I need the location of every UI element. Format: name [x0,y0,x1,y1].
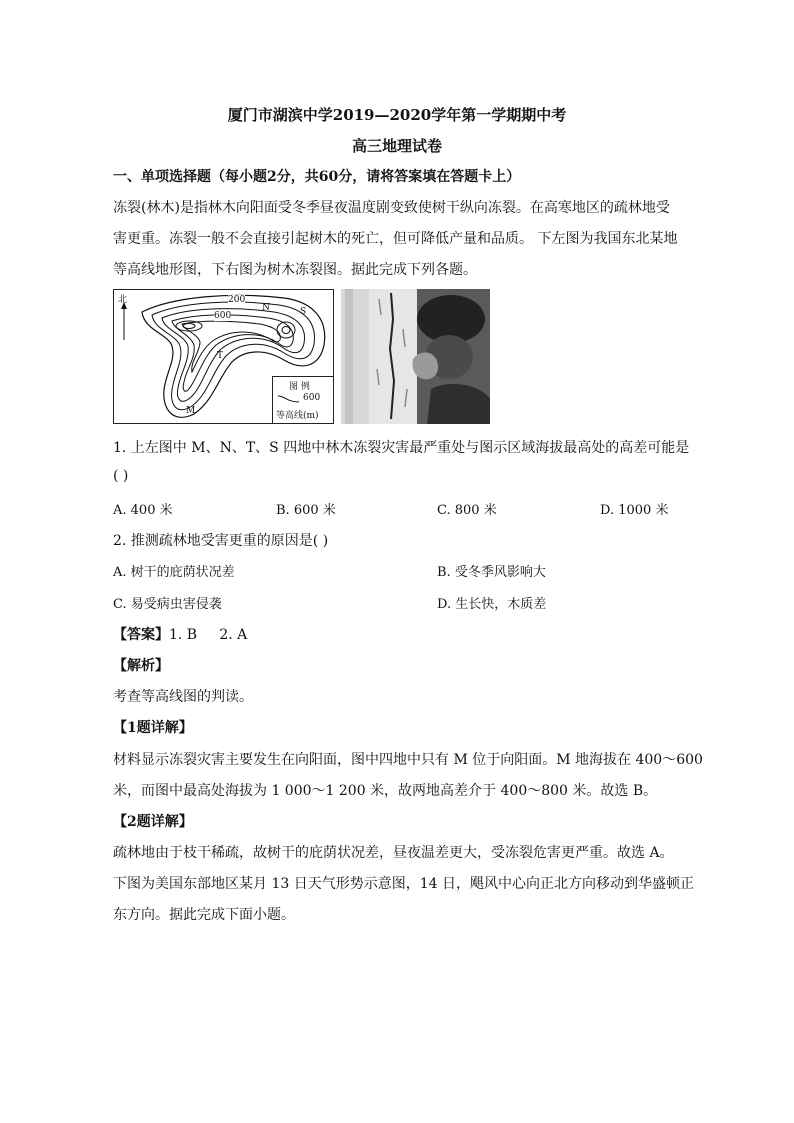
summit-contour-west-inner [183,324,195,329]
analysis-text: 考查等高线图的判读。 [113,689,253,705]
document-title: 厦门市湖滨中学2019—2020学年第一学期期中考 [227,106,567,124]
question-2-stem: 2. 推测疏林地受害更重的原因是( ) [113,533,329,549]
detail-2-label: 【2题详解】 [113,814,193,830]
intro-line-1: 冻裂(林木)是指林木向阳面受冬季昼夜温度剧变致使树干纵向冻裂。在高寒地区的疏林地受 [113,200,670,216]
legend-contour-symbol [277,394,301,404]
detail-2-line-2: 下图为美国东部地区某月 13 日天气形势示意图，14 日，飓风中心向正北方向移动到华盛顿正 [113,876,694,892]
summit-contour-east-inner [282,327,290,334]
point-s-label: S [300,307,307,317]
section-heading: 一、单项选择题（每小题2分，共60分，请将答案填在答题卡上） [113,169,521,185]
q1-option-b: B. 600 米 [276,503,336,518]
point-t-label: T [217,351,224,361]
detail-2-line-3: 东方向。据此完成下面小题。 [113,907,295,923]
q2-option-a: A. 树干的庇荫状况差 [113,565,235,580]
detail-2-line-1: 疏林地由于枝干稀疏，故树干的庇荫状况差，昼夜温差更大，受冻裂危害更严重。故选 A。 [113,845,674,861]
analysis-label: 【解析】 [113,658,169,674]
answer-label: 【答案】 [113,627,169,643]
document-subtitle: 高三地理试卷 [351,137,442,155]
north-label: 北 [118,295,128,305]
q2-option-d: D. 生长快，木质差 [437,597,547,612]
contour-map-figure [113,289,334,424]
q2-option-b: B. 受冬季风影响大 [437,565,546,580]
contour-label-200: 200 [228,295,246,305]
legend-title: 图 例 [289,382,310,392]
answer-line [113,624,247,644]
contour-line-5 [182,321,280,372]
detail-1-line-1: 材料显示冻裂灾害主要发生在向阳面，图中四地中只有 M 位于向阳面。M 地海拔在 400～600 [113,752,703,768]
q2-option-c: C. 易受病虫害侵袭 [113,597,222,612]
photo-drawing [341,289,490,424]
question-1-stem: 1. 上左图中 M、N、T、S 四地中林木冻裂灾害最严重处与图示区域海拔最高处的高差可能是 [113,440,690,456]
tree-frost-crack-photo [341,289,490,424]
intro-line-3: 等高线地形图，下右图为树木冻裂图。据此完成下列各题。 [113,262,477,278]
intro-line-2: 害更重。冻裂一般不会直接引起树木的死亡，但可降低产量和品质。 下左图为我国东北某地 [113,231,678,247]
detail-1-line-2: 米，而图中最高处海拔为 1 000～1 200 米，故两地高差介于 400～800 米。故选 B。 [113,783,658,799]
contour-label-600: 600 [214,311,232,321]
answer-value: 1. B 2. A [169,627,248,643]
point-n-label: N [262,303,270,313]
question-1-paren: ( ) [113,468,129,484]
q1-option-c: C. 800 米 [437,503,497,518]
point-m-label: M [186,406,196,416]
q1-option-a: A. 400 米 [113,503,173,518]
legend-value: 600 [303,393,321,403]
detail-1-label: 【1题详解】 [113,720,193,736]
legend-caption: 等高线(m) [276,411,319,421]
map-legend [272,376,334,424]
q1-option-d: D. 1000 米 [600,503,669,518]
